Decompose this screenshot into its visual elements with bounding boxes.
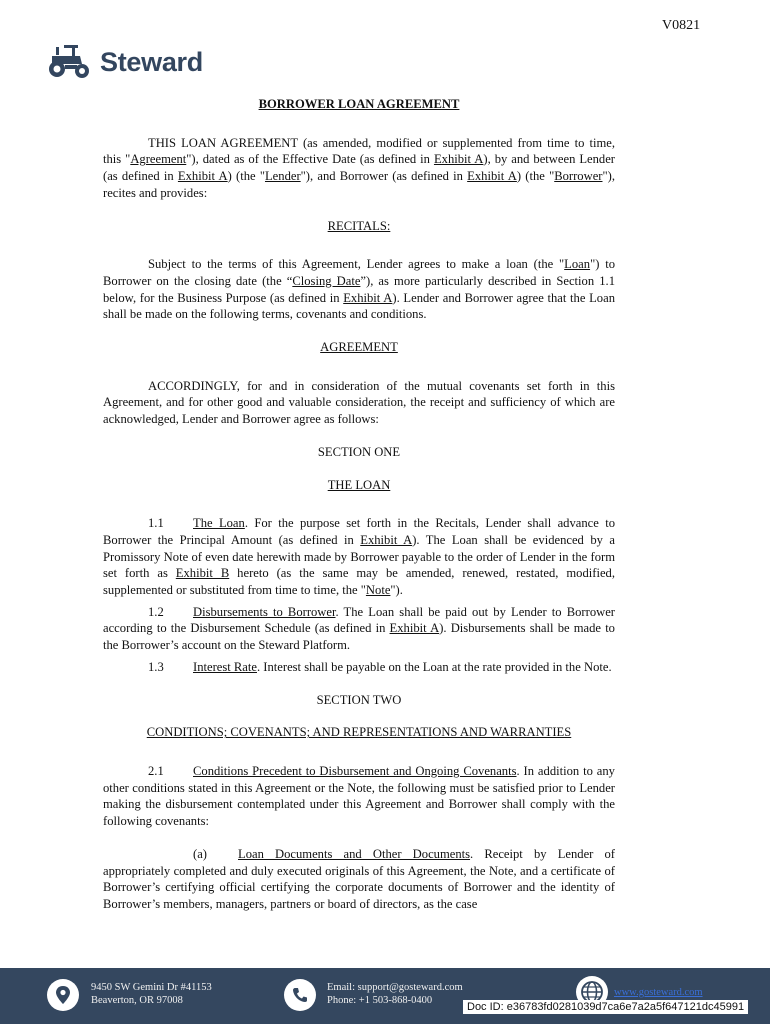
website-link[interactable]: www.gosteward.com (614, 987, 703, 998)
defined-term: Conditions Precedent to Disbursement and Ongoing Covenants (193, 763, 517, 778)
defined-term: Exhibit A (177, 169, 228, 184)
document-body (103, 96, 615, 913)
subsection-number: (a) (193, 846, 207, 861)
page-footer (0, 968, 770, 1024)
text-run: ") to Borrower on the closing date (the “ (103, 257, 615, 288)
text-run: "), recites and provides: (103, 169, 615, 200)
defined-term: Loan Documents and Other Documents (238, 846, 471, 861)
defined-term: Lender (264, 169, 301, 184)
defined-term: Exhibit A (467, 169, 517, 184)
phone-icon (284, 979, 316, 1011)
text-run: . Receipt by Lender of appropriately completed and duly executed originals of this Agreement, the Note, and a certificate of Borrower’s certifying official certifying the corporate documents of Borrower and the identity of Borrower’s members, managers, partners or board of directors, as the case (103, 846, 615, 911)
text-run: THIS LOAN AGREEMENT (as amended, modified or supplemented from time to time, this " (103, 135, 615, 167)
recitals-paragraph (103, 256, 615, 323)
doc-id-stamp: Doc ID: e36783fd0281039d7ca6e7a2a5f647121dc45991 (463, 1000, 748, 1014)
section-1-3-text (193, 660, 612, 674)
intro-paragraph (103, 135, 615, 202)
text-run: "), and Borrower (as defined in (300, 169, 468, 184)
section-2-1-a (103, 846, 615, 913)
text-run: . The Loan shall be paid out by Lender to Borrower according to the Disbursement Schedule (as defined in (103, 604, 615, 636)
defined-term: Borrower (554, 169, 603, 184)
address-line-2: Beaverton, OR 97008 (91, 995, 183, 1006)
steward-logo (46, 44, 203, 80)
defined-term: The Loan (193, 516, 245, 531)
section-two-heading: SECTION TWO (316, 692, 402, 707)
defined-term: Exhibit A (360, 532, 413, 547)
phone-line[interactable]: Phone: +1 503-868-0400 (327, 995, 433, 1006)
text-run: "). (390, 583, 403, 598)
footer-contact (327, 981, 463, 1007)
document-title: BORROWER LOAN AGREEMENT (258, 97, 460, 111)
tractor-icon (46, 44, 94, 80)
location-pin-icon (47, 979, 79, 1011)
text-run: hereto (as the same may be amended, renewed, restated, modified, supplemented or substituted from time to time, the " (103, 566, 615, 598)
section-1-3 (103, 659, 615, 676)
defined-term: Exhibit B (175, 566, 230, 581)
text-run: Subject to the terms of this Agreement, Lender agrees to make a loan (the " (148, 257, 565, 272)
text-run: ). Disbursements shall be made to the Borrower’s account on the Steward Platform. (103, 621, 615, 653)
section-1-1 (103, 515, 615, 599)
recitals-heading: RECITALS: (327, 218, 391, 233)
agreement-heading: AGREEMENT (320, 340, 398, 355)
email-line[interactable]: Email: support@gosteward.com (327, 982, 463, 993)
defined-term: Note (365, 583, 391, 598)
text-run: ”), as more particularly described in Section 1.1 below, for the Business Purpose (as defined in (103, 273, 615, 305)
section-number: 1.1 (148, 516, 164, 531)
section-one-title: THE LOAN (327, 477, 391, 492)
section-2-1-a-text (103, 847, 615, 911)
text-run: ), by and between Lender (as defined in (103, 152, 615, 184)
section-number: 1.3 (148, 659, 164, 674)
text-run: . For the purpose set forth in the Recitals, Lender shall advance to Borrower the Principal Amount (as defined in (103, 516, 615, 547)
defined-term: Disbursements to Borrower (193, 604, 336, 619)
text-run: ). The Loan shall be evidenced by a Promissory Note of even date herewith made by Borrower payable to the order of Lender in the form set forth as (103, 532, 615, 581)
section-one-heading: SECTION ONE (317, 444, 401, 459)
defined-term: Exhibit A (389, 621, 440, 636)
defined-term: Agreement (130, 152, 187, 167)
footer-address (91, 981, 212, 1007)
version-label: V0821 (662, 18, 701, 33)
text-run: . In addition to any other conditions stated in this Agreement or the Note, the following must be satisfied prior to Lender making the disbursement contemplated under this Agreement and Borrower shall comply with the following covenants: (103, 763, 615, 829)
text-run: ACCORDINGLY, for and in consideration of the mutual covenants set forth in this Agreement, and for other good and valuable consideration, the receipt and sufficiency of which are acknowledged, Lender and Borrower agree as follows: (103, 378, 615, 427)
section-two-title: CONDITIONS; COVENANTS; AND REPRESENTATIONS AND WARRANTIES (146, 725, 572, 740)
defined-term: Loan (564, 257, 591, 272)
defined-term: Interest Rate (193, 659, 257, 674)
defined-term: Closing Date (292, 273, 361, 288)
text-run: ). Lender and Borrower agree that the Loan shall be made on the following terms, covenants and conditions. (103, 290, 615, 322)
section-number: 1.2 (148, 604, 164, 619)
defined-term: Exhibit A (433, 152, 484, 167)
section-2-1 (103, 763, 615, 830)
accordingly-paragraph (103, 378, 615, 428)
section-1-2 (103, 604, 615, 654)
logo-text: Steward (100, 46, 203, 77)
address-line-1: 9450 SW Gemini Dr #41153 (91, 982, 212, 993)
text-run: "), dated as of the Effective Date (as defined in (186, 152, 434, 167)
text-run: . Interest shall be payable on the Loan at the rate provided in the Note. (257, 659, 612, 674)
section-number: 2.1 (148, 763, 164, 778)
defined-term: Exhibit A (343, 290, 393, 305)
text-run: ) (the " (516, 169, 555, 184)
text-run: ) (the " (227, 169, 265, 184)
